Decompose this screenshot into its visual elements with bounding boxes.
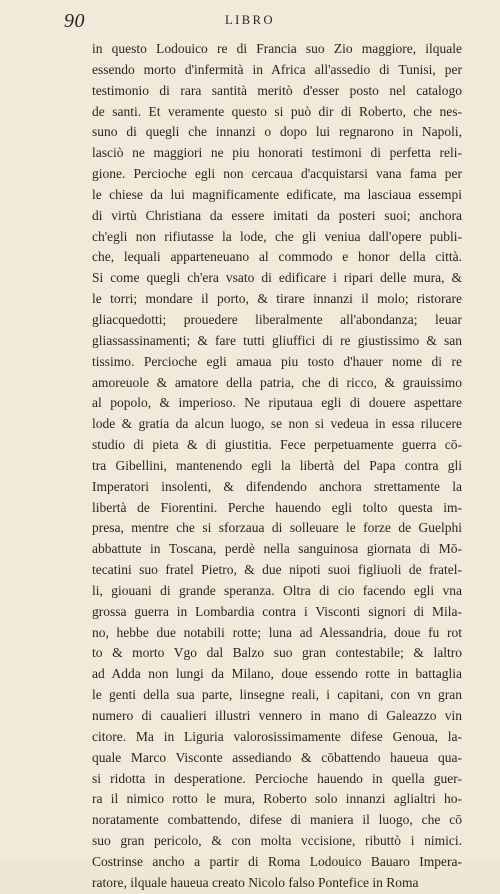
text-line: ad Adda non lungi da Milano, doue essendo rotte in battaglia — [92, 666, 462, 682]
text-line: presa, mentre che si sforzaua di solleuare le forze de Guelphi — [92, 520, 462, 536]
page-header — [0, 6, 500, 36]
text-line: abbattute in Toscana, perdè nella sanguinosa giornata di Mō- — [92, 541, 462, 557]
text-line: ch'egli non rifiutasse la lode, che gli veniua dall'opere publi- — [92, 228, 462, 244]
text-line: tecatini suo fratel Pietro, & due nipoti suoi figliuoli de fratel- — [92, 562, 462, 578]
text-line: amoreuole & amatore della patria, che di ricco, & grauissimo — [92, 374, 462, 390]
text-line: che, lequali apparteneuano al commodo e honor della città. — [92, 249, 462, 265]
text-line: gliacquedotti; prouedere liberalmente all'abondanza; leuar — [92, 311, 462, 327]
text-line: no, hebbe due notabili rotte; luna ad Alessandria, doue fu rot — [92, 624, 462, 640]
text-line: le genti della sua parte, linsegne reali, i capitani, con vn gran — [92, 687, 462, 703]
text-line: suno di quegli che innanzi o dopo lui regnarono in Napoli, — [92, 124, 462, 140]
text-line: suo gran pericolo, & con molta vccisione, ributtò i nimici. — [92, 833, 462, 849]
text-line: ra il nimico rotto le mura, Roberto solo innanzi aglialtri ho- — [92, 791, 462, 807]
text-line: quale Marco Visconte assediando & cōbattendo haueua qua- — [92, 749, 462, 765]
text-line: essendo morto d'infermità in Africa all'assedio di Tunisi, per — [92, 61, 462, 77]
body-text — [92, 39, 462, 894]
text-line: Costrinse ancho a partir di Roma Lodouico Bauaro Impera- — [92, 853, 462, 869]
text-line: citore. Ma in Liguria valorosissimamente difese Genoua, la- — [92, 728, 462, 744]
text-line: grossa guerra in Lombardia contra i Visconti signori di Mila- — [92, 603, 462, 619]
running-head: LIBRO — [225, 13, 275, 27]
text-line: si ridotta in desperatione. Percioche hauendo in quella guer- — [92, 770, 462, 786]
text-line: gliassassinamenti; & fare tutti gliuffici di re giustissimo & san — [92, 332, 462, 348]
text-line: li, giouani di grande speranza. Oltra di cio facendo egli vna — [92, 582, 462, 598]
text-line: to & morto Vgo dal Balzo suo gran contestabile; & laltro — [92, 645, 462, 661]
text-line: in questo Lodouico re di Francia suo Zio maggiore, ilquale — [92, 41, 462, 56]
page-number: 90 — [64, 10, 85, 32]
text-line: de santi. Et veramente questo si può dir di Roberto, che nes- — [92, 103, 462, 119]
text-line: numero di caualieri illustri vennero in mano di Galeazzo vin — [92, 708, 462, 723]
text-line: ratore, ilquale haueua creato Nicolo falso Pontefice in Roma — [92, 874, 419, 890]
text-line: tra Gibellini, mantenendo egli la libertà del Papa contra gli — [92, 457, 462, 473]
text-line: libertà de Fiorentini. Perche hauendo egli tolto questa im- — [92, 499, 462, 515]
text-line: lode & gratia da alcun luogo, se non si vedeua in essa rilucere — [92, 416, 462, 432]
text-line: le chiese da lui magnificamente edificate, ma lasciaua essempi — [92, 186, 462, 202]
text-line: le torri; mondare il porto, & tirare innanzi il molo; ristorare — [92, 291, 462, 307]
text-line: studio di pieta & di giustitia. Fece perpetuamente guerra cō- — [92, 437, 462, 453]
text-line: lasciò ne maggiori ne piu honorati testimoni di perfetta reli- — [92, 145, 462, 161]
text-line: noratamente combattendo, difese di maniera il luogo, che cō — [92, 812, 462, 828]
text-line: gione. Percioche egli non cercaua d'acquistarsi vana fama per — [92, 166, 462, 182]
text-line: al popolo, & imperioso. Ne riputaua egli di douere aspettare — [92, 395, 462, 411]
text-line: testimonio di rara santità meritò d'esser posto nel catalogo — [92, 82, 462, 98]
text-line: Si come quegli ch'era vsato di edificare i ripari delle mura, & — [92, 270, 462, 286]
text-line: tissimo. Percioche egli amaua piu tosto d'hauer nome di re — [92, 353, 462, 369]
text-line: di virtù Christiana da essere imitati da posteri suoi; anchora — [92, 207, 462, 223]
text-line: Imperatori insolenti, & difendendo anchora strettamente la — [92, 478, 462, 494]
